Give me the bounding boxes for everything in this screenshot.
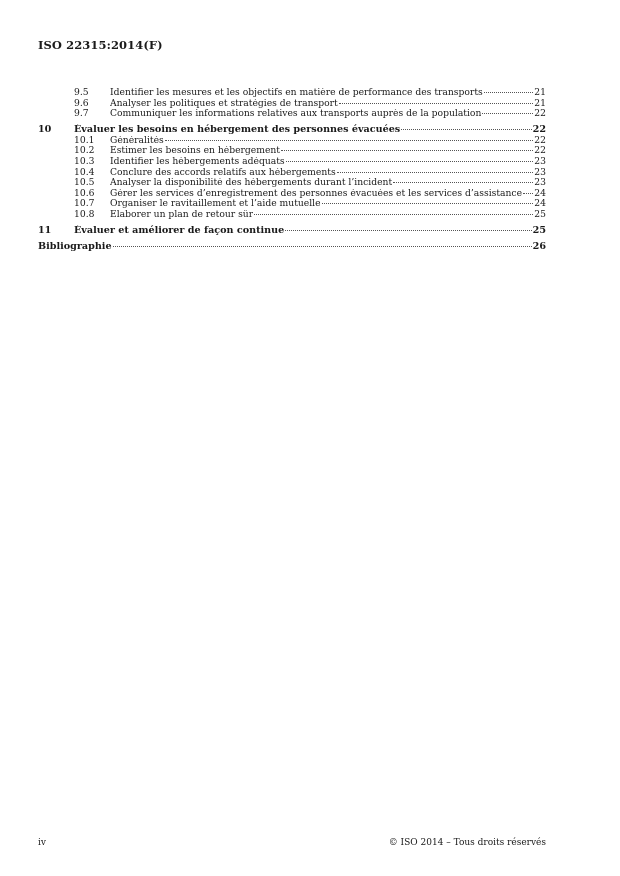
toc-entry-number: 10.8	[74, 208, 95, 220]
toc-entry-number: 9.7	[74, 108, 89, 120]
toc-entry-number: 9.5	[74, 87, 89, 98]
toc-dot-leader	[393, 182, 533, 183]
toc-entry-title: Évaluer les besoins en hébergement des personnes évacuées	[74, 123, 401, 135]
toc-entry-title: Identifier les mesures et les objectifs en matière de performance des transports	[110, 88, 483, 98]
toc-entry[interactable]	[38, 178, 546, 189]
footer-copyright: © ISO 2014 – Tous droits réservés	[388, 838, 546, 848]
toc-entry[interactable]	[38, 189, 546, 200]
toc-entry-title: Conclure des accords relatifs aux hébergements	[110, 167, 336, 178]
toc-dot-leader	[401, 129, 531, 130]
toc-entry-page: 24	[534, 198, 546, 210]
toc-entry[interactable]	[38, 136, 546, 147]
toc-dot-leader	[484, 92, 534, 93]
toc-entry-number: 11	[38, 224, 52, 236]
toc-entry-title: Généralités	[110, 135, 164, 146]
toc-entry-title: Bibliographie	[38, 240, 112, 252]
toc-entry-number: 10.3	[74, 155, 95, 167]
toc-entry-page: 22	[532, 123, 546, 135]
toc-entry-number: 10.5	[74, 177, 95, 189]
toc-entry-number: 9.6	[74, 97, 89, 109]
toc-entry[interactable]	[38, 146, 546, 157]
toc-dot-leader	[254, 214, 533, 215]
toc-dot-leader	[482, 113, 533, 114]
toc-entry-title: Élaborer un plan de retour sûr	[110, 209, 254, 220]
toc-entry-page: 21	[534, 97, 546, 109]
toc-entry-title: Gérer les services d’enregistrement des personnes évacuées et les services d’assistance	[110, 188, 523, 199]
toc-entry[interactable]	[38, 109, 546, 120]
toc-entry-title: Estimer les besoins en hébergement	[110, 146, 280, 157]
toc-entry-number: 10.1	[74, 134, 95, 146]
toc-entry-title: Analyser la disponibilité des hébergements durant l’incident	[110, 178, 393, 189]
toc-entry-page: 26	[532, 240, 546, 252]
toc-entry-title: Analyser les politiques et stratégies de transport	[110, 98, 338, 109]
table-of-contents	[38, 88, 546, 253]
toc-entry-page: 22	[534, 108, 546, 120]
toc-entry-page: 23	[534, 177, 546, 189]
toc-dot-leader	[286, 161, 534, 162]
toc-entry-title: Organiser le ravitaillement et l’aide mutuelle	[110, 199, 321, 210]
toc-entry-page: 23	[534, 166, 546, 178]
toc-dot-leader	[322, 203, 534, 204]
toc-entry[interactable]	[38, 199, 546, 210]
footer-page-number: iv	[38, 838, 46, 848]
toc-dot-leader	[113, 246, 532, 247]
toc-entry-number: 10.6	[74, 187, 95, 199]
toc-entry-title: Évaluer et améliorer de façon continue	[74, 224, 285, 236]
toc-dot-leader	[165, 140, 534, 141]
toc-entry[interactable]	[38, 157, 546, 168]
toc-entry[interactable]	[38, 210, 546, 221]
toc-dot-leader	[337, 172, 534, 173]
toc-dot-leader	[523, 193, 533, 194]
document-id-header: ISO 22315:2014(F)	[38, 38, 163, 52]
toc-entry-title: Communiquer les informations relatives aux transports auprès de la population	[110, 109, 482, 120]
toc-entry-page: 25	[534, 208, 546, 220]
toc-entry-number: 10.7	[74, 198, 95, 210]
toc-entry[interactable]	[38, 241, 546, 253]
toc-entry-page: 25	[532, 224, 546, 236]
toc-entry-page: 22	[534, 145, 546, 157]
toc-entry-number: 10.4	[74, 166, 95, 178]
toc-dot-leader	[281, 150, 533, 151]
toc-entry-page: 24	[534, 187, 546, 199]
toc-entry[interactable]	[38, 168, 546, 179]
toc-entry-page: 22	[534, 134, 546, 146]
toc-entry[interactable]	[38, 88, 546, 99]
toc-entry-title: Identifier les hébergements adéquats	[110, 156, 285, 167]
toc-entry-page: 21	[534, 87, 546, 98]
toc-entry[interactable]	[38, 99, 546, 110]
toc-entry-page: 23	[534, 155, 546, 167]
toc-entry-number: 10.2	[74, 145, 95, 157]
toc-entry-number: 10	[38, 123, 52, 135]
toc-dot-leader	[285, 230, 531, 231]
toc-entry[interactable]	[38, 124, 546, 136]
toc-entry[interactable]	[38, 225, 546, 237]
toc-dot-leader	[339, 103, 534, 104]
